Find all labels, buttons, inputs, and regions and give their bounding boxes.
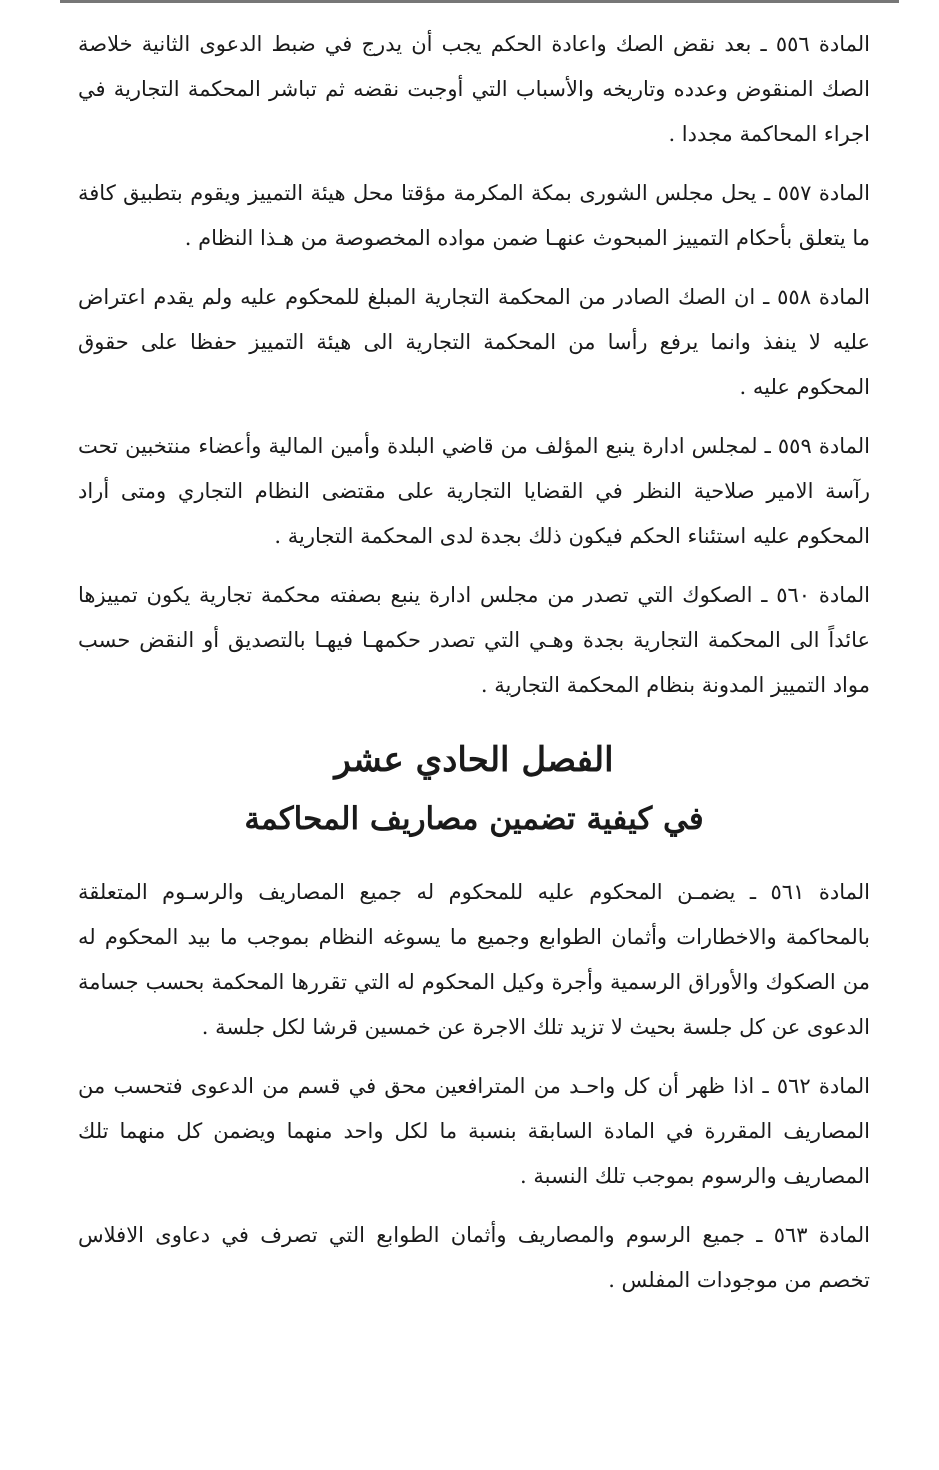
article-563: المادة ٥٦٣ ـ جميع الرسوم والمصاريف وأثمان الطوابع التي تصرف في دعاوى الافلاس تخصم من موجودات المفلس . (78, 1223, 870, 1292)
chapter-title: الفصل الحادي عشر (334, 740, 614, 780)
article-562: المادة ٥٦٢ ـ اذا ظهر أن كل واحـد من المترافعين محق في قسم من الدعوى فتحسب من المصاريف المقررة في المادة السابقة بنسبة ما لكل واحد منهما ويضمن كل منهما تلك المصاريف والرسوم بموجب تلك النسبة . (78, 1074, 870, 1188)
article-559: المادة ٥٥٩ ـ لمجلس ادارة ينبع المؤلف من قاضي البلدة وأمين المالية وأعضاء منتخبين تحت رآسة الامير صلاحية النظر في القضايا التجارية على مقتضى النظام التجاري ومتى أراد المحكوم عليه استئناء الحكم فيكون ذلك بجدة لدى المحكمة التجارية . (78, 434, 870, 548)
top-edge-rule (60, 0, 899, 3)
article-561: المادة ٥٦١ ـ يضمـن المحكوم عليه للمحكوم له جميع المصاريف والرسـوم المتعلقة بالمحاكمة والاخطارات وأثمان الطوابع وجميع ما يسوغه النظام بموجب ما بيد المحكوم له من الصكوك والأوراق الرسمية وأجرة وكيل المحكوم له التي تقررها المحكمة بحسب جسامة الدعوى عن كل جلسة بحيث لا تزيد تلك الاجرة عن خمسين قرشا لكل جلسة . (78, 880, 870, 1039)
article-556: المادة ٥٥٦ ـ بعد نقض الصك واعادة الحكم يجب أن يدرج في ضبط الدعوى الثانية خلاصة الصك المنقوض وعدده وتاريخه والأسباب التي أوجبت نقضه ثم تباشر المحكمة التجارية في اجراء المحاكمة مجددا . (78, 32, 870, 146)
page-content (78, 22, 870, 1303)
chapter-subtitle: في كيفية تضمين مصاريف المحاكمة (244, 801, 704, 837)
article-560: المادة ٥٦٠ ـ الصكوك التي تصدر من مجلس ادارة ينبع بصفته محكمة تجارية يكون تمييزها عائداً الى المحكمة التجارية بجدة وهـي التي تصدر حكمهـا فيهـا بالتصديق أو النقض حسب مواد التمييز المدونة بنظام المحكمة التجارية . (78, 583, 870, 697)
article-558: المادة ٥٥٨ ـ ان الصك الصادر من المحكمة التجارية المبلغ للمحكوم عليه ولم يقدم اعتراض عليه لا ينفذ وانما يرفع رأسا من المحكمة التجارية الى هيئة التمييز حفظا على حقوق المحكوم عليه . (78, 285, 870, 399)
article-557: المادة ٥٥٧ ـ يحل مجلس الشورى بمكة المكرمة مؤقتا محل هيئة التمييز ويقوم بتطبيق كافة ما يتعلق بأحكام التمييز المبحوث عنهـا ضمن مواده المخصوصة من هـذا النظام . (78, 181, 870, 250)
